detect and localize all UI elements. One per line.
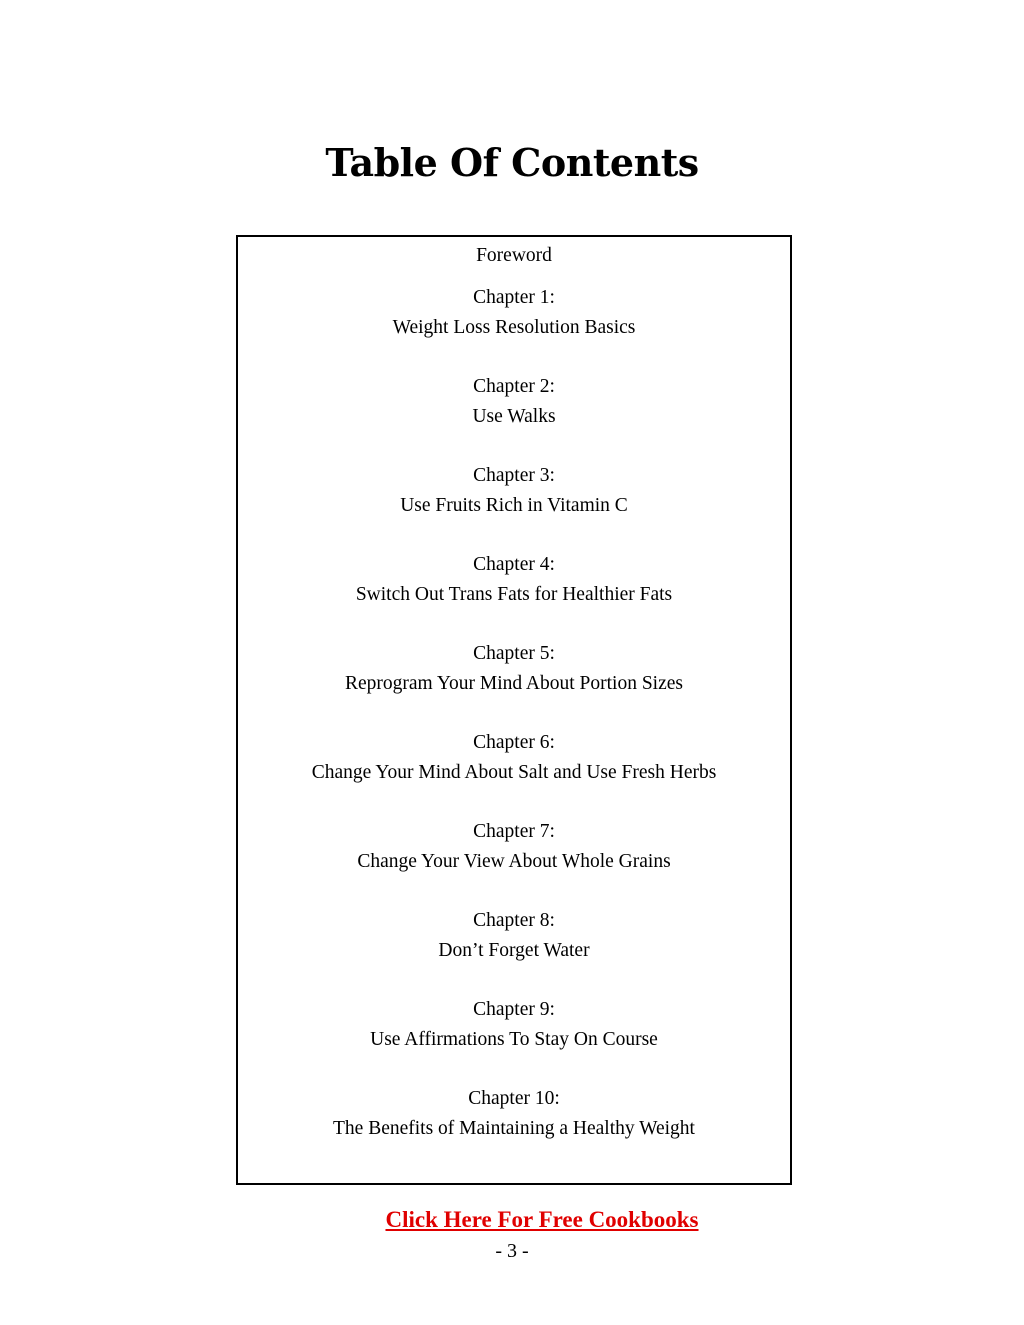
- chapter-title: Don’t Forget Water: [438, 940, 590, 961]
- toc-chapter-2: [238, 372, 790, 432]
- chapter-title: Weight Loss Resolution Basics: [392, 317, 636, 338]
- toc-chapter-8: [238, 906, 790, 966]
- toc-chapter-7: [238, 817, 790, 877]
- toc-chapter-5: [238, 639, 790, 699]
- toc-chapter-10: [238, 1084, 790, 1144]
- toc-chapter-4: [238, 550, 790, 610]
- chapter-number: Chapter 4:: [473, 554, 555, 575]
- toc-chapter-6: [238, 728, 790, 788]
- chapter-title: Change Your Mind About Salt and Use Fresh Herbs: [311, 762, 717, 783]
- chapter-number: Chapter 9:: [473, 999, 555, 1020]
- chapter-number: Chapter 8:: [473, 910, 555, 931]
- chapter-number: Chapter 2:: [473, 376, 555, 397]
- chapter-title: Use Affirmations To Stay On Course: [370, 1029, 658, 1050]
- toc-chapter-1: [238, 283, 790, 343]
- chapter-title: The Benefits of Maintaining a Healthy Weight: [333, 1118, 695, 1139]
- free-cookbooks-link[interactable]: Click Here For Free Cookbooks: [385, 1207, 699, 1232]
- chapter-number: Chapter 6:: [473, 732, 555, 753]
- toc-chapter-3: [238, 461, 790, 521]
- toc-chapter-9: [238, 995, 790, 1055]
- chapter-number: Chapter 7:: [473, 821, 555, 842]
- table-of-contents-box: [236, 235, 792, 1185]
- chapter-title: Change Your View About Whole Grains: [357, 851, 671, 872]
- toc-foreword: Foreword: [476, 245, 552, 266]
- chapter-number: Chapter 1:: [473, 287, 555, 308]
- chapter-number: Chapter 10:: [468, 1088, 560, 1109]
- page-number: - 3 -: [495, 1240, 529, 1262]
- chapter-number: Chapter 5:: [473, 643, 555, 664]
- chapter-title: Switch Out Trans Fats for Healthier Fats: [355, 584, 673, 605]
- chapter-title: Reprogram Your Mind About Portion Sizes: [344, 673, 683, 694]
- chapter-title: Use Fruits Rich in Vitamin C: [400, 495, 628, 516]
- chapter-number: Chapter 3:: [473, 465, 555, 486]
- chapter-title: Use Walks: [472, 406, 556, 427]
- page-title: Table Of Contents: [325, 140, 699, 185]
